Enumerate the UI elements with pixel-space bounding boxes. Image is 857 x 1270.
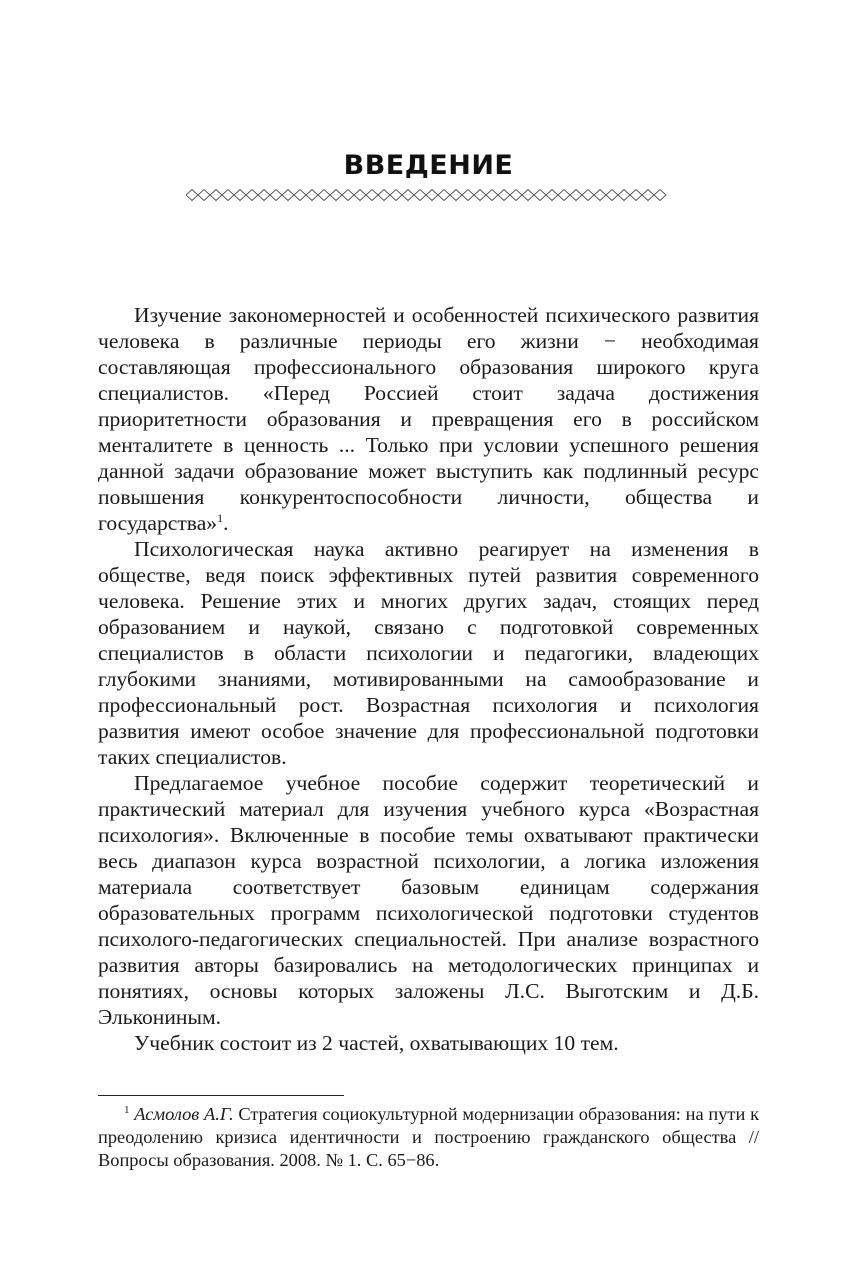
paragraph-end: . [223, 511, 229, 535]
diamond-ornament [606, 190, 618, 201]
diamond-ornament [522, 190, 534, 201]
diamond-ornament [318, 190, 330, 201]
diamond-ornament [546, 190, 558, 201]
diamond-ornament [510, 190, 522, 201]
diamond-ornament [618, 190, 630, 201]
diamond-ornament [330, 190, 342, 201]
page-title: ВВЕДЕНИЕ [343, 150, 514, 181]
paragraph [98, 302, 759, 536]
diamond-ornament [594, 190, 606, 201]
diamond-ornament [234, 190, 246, 201]
body-text [98, 302, 759, 1056]
footnote [98, 1103, 759, 1172]
footnote-text: Стратегия социокультурной модернизации образования: на пути к преодолению кризиса идентичности и построению гражданского общества // Вопросы образования. 2008. № 1. С. 65−86. [98, 1104, 760, 1170]
footnote-author: Асмолов А.Г. [134, 1104, 234, 1124]
diamond-ornament [282, 190, 294, 201]
paragraph: Психологическая наука активно реагирует на изменения в обществе, ведя поиск эффективных путей развития современного человека. Решение этих и многих других задач, стоящих перед образованием и наукой, связано с подготовкой современных специалистов в области психологии и педагогики, владеющих глубокими знаниями, мотивированными на самообразование и профессиональный рост. Возрастная психология и психология развития имеют особое значение для профессиональной подготовки таких специалистов. [98, 537, 759, 769]
diamond-ornament [186, 190, 198, 201]
paragraph: Учебник состоит из 2 частей, охватывающих 10 тем. [134, 1031, 619, 1055]
diamond-ornament [402, 190, 414, 201]
diamond-ornament [366, 190, 378, 201]
diamond-ornament [198, 190, 210, 201]
footnote-separator [98, 1095, 344, 1096]
diamond-ornament-divider [186, 188, 672, 202]
diamond-ornament [438, 190, 450, 201]
diamond-ornament [558, 190, 570, 201]
diamond-ornament [258, 190, 270, 201]
diamond-ornament [630, 190, 642, 201]
diamond-ornament [210, 190, 222, 201]
diamond-ornament [306, 190, 318, 201]
diamond-ornament [378, 190, 390, 201]
diamond-ornament [426, 190, 438, 201]
diamond-ornament [462, 190, 474, 201]
diamond-ornament [486, 190, 498, 201]
diamond-ornament [354, 190, 366, 201]
footnote-marker: 1 [124, 1103, 130, 1116]
paragraph-text: Изучение закономерностей и особенностей психического развития человека в различные периоды его жизни − необходимая составляющая профессионального образования широкого круга специалистов. «Перед Россией стоит задача достижения приоритетности образования и превращения его в российском менталитете в ценность ... Только при условии успешного решения данной задачи образование может выступить как подлинный ресурс повышения конкурентоспособности личности, общества и государства» [98, 303, 759, 535]
footnote-reference[interactable]: 1 [217, 510, 224, 525]
diamond-ornament [294, 190, 306, 201]
diamond-ornament [582, 190, 594, 201]
diamond-ornament [414, 190, 426, 201]
diamond-ornament [570, 190, 582, 201]
diamond-ornament [654, 190, 666, 201]
diamond-ornament [246, 190, 258, 201]
diamond-ornament [450, 190, 462, 201]
diamond-ornament [474, 190, 486, 201]
diamond-ornament [498, 190, 510, 201]
diamond-ornament [390, 190, 402, 201]
paragraph: Предлагаемое учебное пособие содержит теоретический и практический материал для изучения учебного курса «Возрастная психология». Включенные в пособие темы охватывают практически весь диапазон курса возрастной психологии, а логика изложения материала соответствует базовым единицам содержания образовательных программ психологической подготовки студентов психолого-педагогических специальностей. При анализе возрастного развития авторы базировались на методологических принципах и понятиях, основы которых заложены Л.С. Выготским и Д.Б. Элькониным. [98, 771, 759, 1029]
diamond-ornament [534, 190, 546, 201]
diamond-ornament [270, 190, 282, 201]
diamond-ornament [642, 190, 654, 201]
diamond-ornament [222, 190, 234, 201]
diamond-ornament [342, 190, 354, 201]
